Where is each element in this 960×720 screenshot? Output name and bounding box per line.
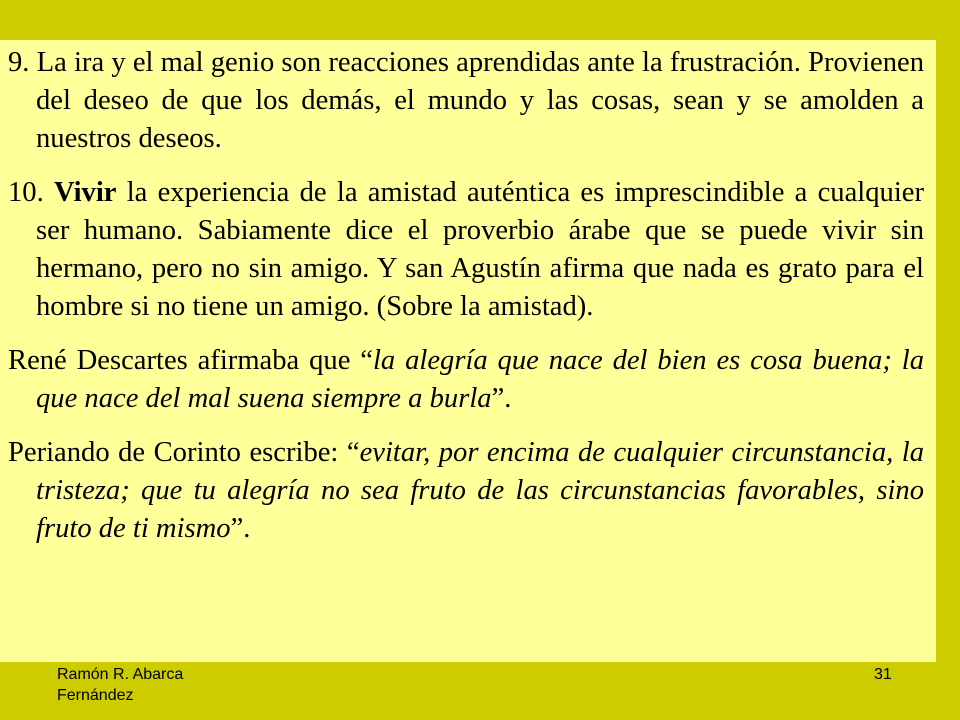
descartes-quote: la alegría que nace del bien es cosa buena; la que nace del mal suena siempre a burla [36,345,924,414]
paragraph-10-text: la experiencia de la amistad auténtica es imprescindible a cualquier ser humano. Sabiamente dice el proverbio árabe que se puede vivir sin hermano, pero no sin amigo. Y san Agustín afirma que nada es grato para el hombre si no tiene un amigo. (Sobre la amistad). [36,177,924,322]
descartes-intro: René Descartes afirmaba que “ [8,345,373,376]
paragraph-10-bold-word: Vivir [54,177,117,208]
descartes-quote-end: ”. [491,383,512,414]
slide-body [8,44,924,548]
paragraph-9-text: 9. La ira y el mal genio son reacciones aprendidas ante la frustración. Provienen del deseo de que los demás, el mundo y las cosas, sean y se amolden a nuestros deseos. [8,47,924,154]
slide-number: 31 [874,666,892,683]
periando-quote: evitar, por encima de cualquier circunstancia, la tristeza; que tu alegría no sea fruto de las circunstancias favorables, sino fruto de ti mismo [36,437,925,544]
periando-intro: Periando de Corinto escribe: “ [8,437,360,468]
paragraph-10 [8,174,924,326]
periando-quote-paragraph [8,434,924,548]
descartes-quote-paragraph [8,342,924,418]
paragraph-10-number: 10. [8,177,54,208]
periando-quote-end: ”. [230,513,251,544]
footer-author: Ramón R. Abarca Fernández [57,666,184,704]
paragraph-9 [8,44,924,158]
